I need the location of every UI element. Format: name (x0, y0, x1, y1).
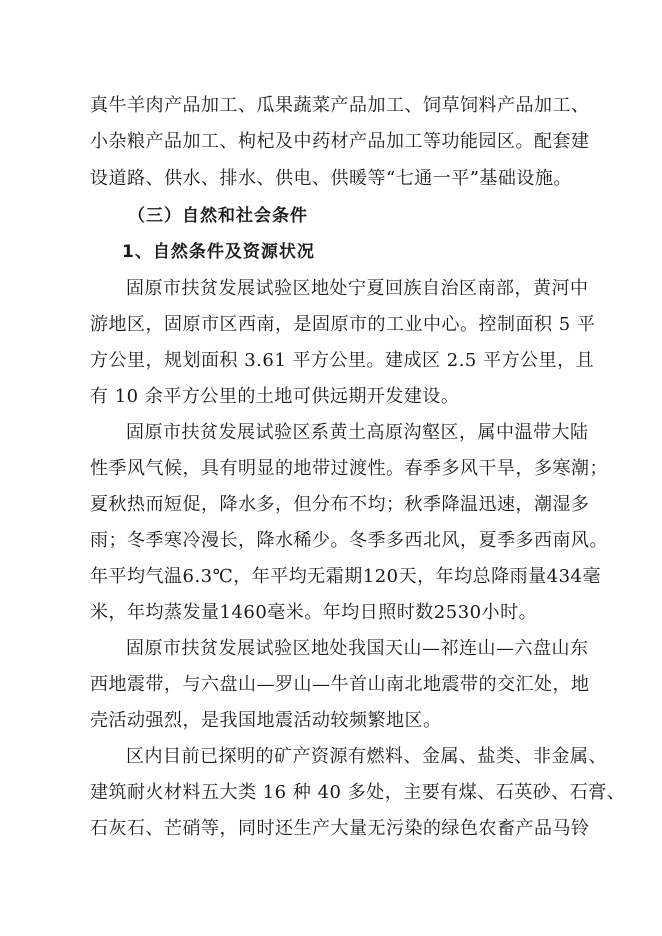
paragraph-line: 年平均气温6.3℃，年平均无霜期120天，年均总降雨量434毫 (90, 566, 601, 587)
paragraph-line: 石灰石、芒硝等，同时还生产大量无污染的绿色农畜产品马铃 (90, 818, 590, 839)
paragraph-line: 区内目前已探明的矿产资源有燃料、金属、盐类、非金属、 (126, 746, 607, 767)
paragraph-line: 固原市扶贫发展试验区系黄土高原沟壑区，属中温带大陆 (126, 422, 589, 443)
paragraph-line: 夏秋热而短促，降水多，但分布不均；秋季降温迅速，潮湿多 (90, 494, 590, 515)
paragraph-line: 方公里，规划面积 3.61 平方公里。建成区 2.5 平方公里，且 (90, 350, 595, 371)
intro-line: 小杂粮产品加工、枸杞及中药材产品加工等功能园区。配套建 (90, 131, 590, 152)
intro-line: 真牛羊肉产品加工、瓜果蔬菜产品加工、饲草饲料产品加工、 (90, 95, 590, 116)
paragraph-line: 固原市扶贫发展试验区地处宁夏回族自治区南部，黄河中 (126, 278, 589, 299)
paragraph-line: 固原市扶贫发展试验区地处我国天山—祁连山—六盘山东 (126, 638, 589, 659)
paragraph-line: 西地震带，与六盘山—罗山—牛首山南北地震带的交汇处，地 (90, 674, 590, 695)
intro-line: 设道路、供水、排水、供电、供暖等“七通一平”基础设施。 (90, 168, 572, 189)
paragraph-line: 雨；冬季寒冷漫长，降水稀少。冬季多西北风，夏季多西南风。 (90, 530, 608, 551)
paragraph-line: 有 10 余平方公里的土地可供远期开发建设。 (90, 386, 460, 407)
paragraph-line: 游地区，固原市区西南，是固原市的工业中心。控制面积 5 平 (90, 314, 596, 335)
paragraph-line: 建筑耐火材料五大类 16 种 40 多处，主要有煤、石英砂、石膏、 (90, 782, 626, 803)
subsection-heading: 1、自然条件及资源状况 (122, 242, 315, 262)
paragraph-line: 壳活动强烈，是我国地震活动较频繁地区。 (90, 710, 442, 731)
section-heading: （三）自然和社会条件 (128, 206, 308, 226)
paragraph-line: 性季风气候，具有明显的地带过渡性。春季多风干旱，多寒潮； (90, 458, 608, 479)
paragraph-line: 米，年均蒸发量1460毫米。年均日照时数2530小时。 (90, 602, 538, 623)
